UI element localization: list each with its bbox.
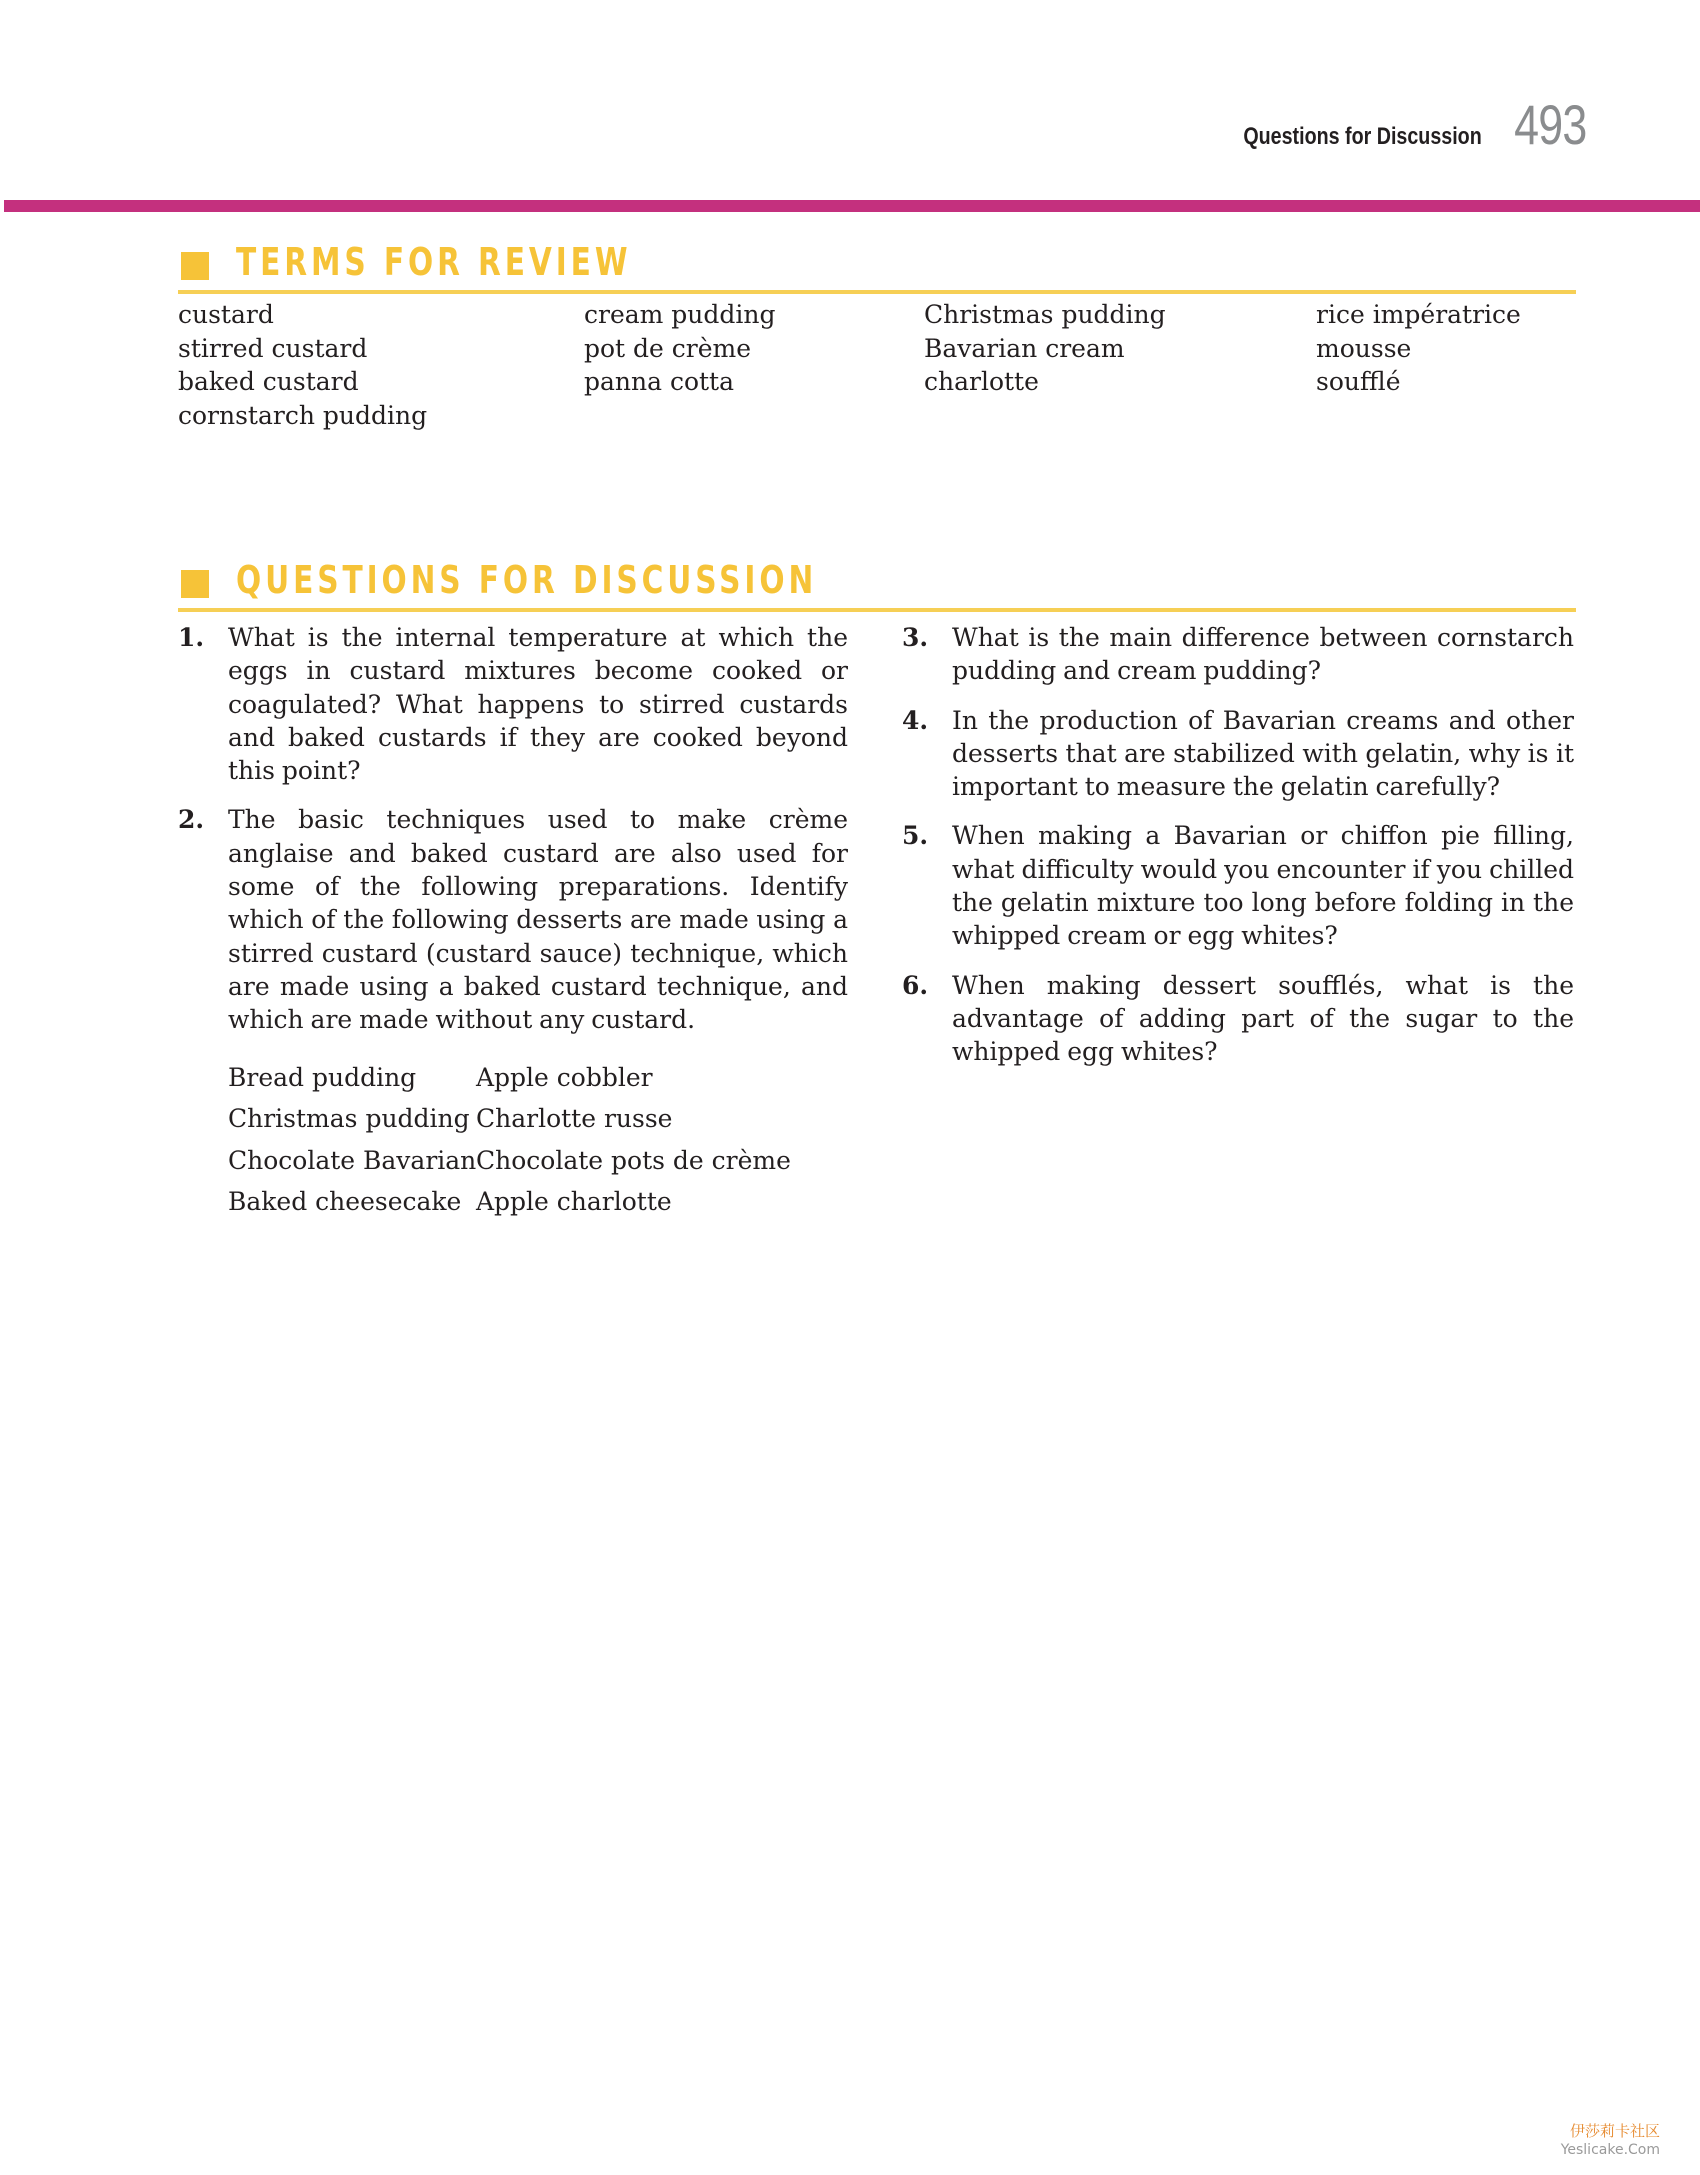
questions-column-left (178, 621, 848, 1218)
dessert-item: Bread pudding (228, 1062, 417, 1092)
running-head (1191, 92, 1586, 157)
running-head-title: Questions for Discussion (1243, 123, 1482, 150)
question-text: What is the main difference between cornstarch pudding and cream pudding? (952, 623, 1574, 686)
terms-column (924, 298, 1166, 399)
page-number: 493 (1513, 93, 1586, 156)
question-item (902, 704, 1574, 804)
term-item: custard (178, 300, 274, 329)
question-item (902, 969, 1574, 1069)
question-number: 5. (902, 821, 929, 851)
dessert-item: Apple charlotte (476, 1187, 672, 1217)
terms-column (178, 298, 427, 432)
term-item: charlotte (924, 367, 1039, 396)
questions-section-heading (178, 552, 1576, 612)
term-item: pot de crème (584, 333, 752, 363)
question-number: 1. (178, 623, 205, 652)
question-number: 6. (902, 970, 929, 1000)
watermark-cn: 伊莎莉卡社区 (1569, 2122, 1660, 2140)
dessert-item: Christmas pudding (228, 1104, 470, 1134)
term-item: Christmas pudding (924, 300, 1166, 329)
header-rule (4, 200, 1700, 212)
term-item: stirred custard (178, 333, 368, 363)
question-item (902, 621, 1574, 688)
dessert-item: Apple cobbler (476, 1062, 653, 1092)
terms-column (1316, 298, 1521, 399)
dessert-item: Chocolate Bavarian (228, 1145, 477, 1175)
dessert-item: Charlotte russe (476, 1104, 673, 1134)
question-text: What is the internal temperature at which the eggs in custard mixtures become cooked or coagulated? What happens to stirred custards and baked custards if they are cooked beyond this point? (228, 623, 848, 786)
terms-heading-label: TERMS FOR REVIEW (236, 240, 632, 284)
term-item: Bavarian cream (924, 333, 1125, 363)
heading-square-icon (181, 570, 209, 598)
term-item: cream pudding (584, 300, 776, 329)
term-item: panna cotta (584, 367, 735, 396)
term-item: baked custard (178, 367, 359, 396)
question-number: 3. (902, 623, 929, 652)
dessert-list (228, 1061, 848, 1219)
question-item (902, 819, 1574, 952)
term-item: mousse (1316, 333, 1412, 363)
term-item: cornstarch pudding (178, 400, 428, 430)
terms-column (584, 298, 776, 399)
question-number: 4. (902, 705, 929, 735)
dessert-item: Chocolate pots de crème (476, 1145, 791, 1175)
question-item (178, 621, 848, 787)
question-text: The basic techniques used to make crème anglaise and baked custard are also used for some of the following preparations. Identify which of the following desserts are made using a stirred custard (custard sauce) technique, which are made using a baked custard technique, and which are made without any custard. (228, 805, 848, 1035)
question-item (178, 803, 848, 1036)
question-number: 2. (178, 805, 205, 835)
watermark-en: Yeslicake.Com (1560, 2142, 1660, 2158)
question-text: In the production of Bavarian creams and other desserts that are stabilized with gelatin, why is it important to measure the gelatin carefully? (952, 705, 1574, 802)
term-item: rice impératrice (1316, 300, 1521, 329)
term-item: soufflé (1316, 367, 1401, 396)
heading-square-icon (181, 252, 209, 280)
questions-heading-label: QUESTIONS FOR DISCUSSION (236, 558, 818, 602)
terms-section-heading (178, 234, 1576, 294)
questions-column-right (902, 621, 1574, 1085)
question-text: When making dessert soufflés, what is the advantage of adding part of the sugar to the whipped egg whites? (952, 970, 1574, 1067)
dessert-item: Baked cheesecake (228, 1187, 462, 1217)
watermark (1561, 2121, 1660, 2159)
question-text: When making a Bavarian or chiffon pie filling, what difficulty would you encounter if you chilled the gelatin mixture too long before folding in the whipped cream or egg whites? (952, 821, 1574, 951)
